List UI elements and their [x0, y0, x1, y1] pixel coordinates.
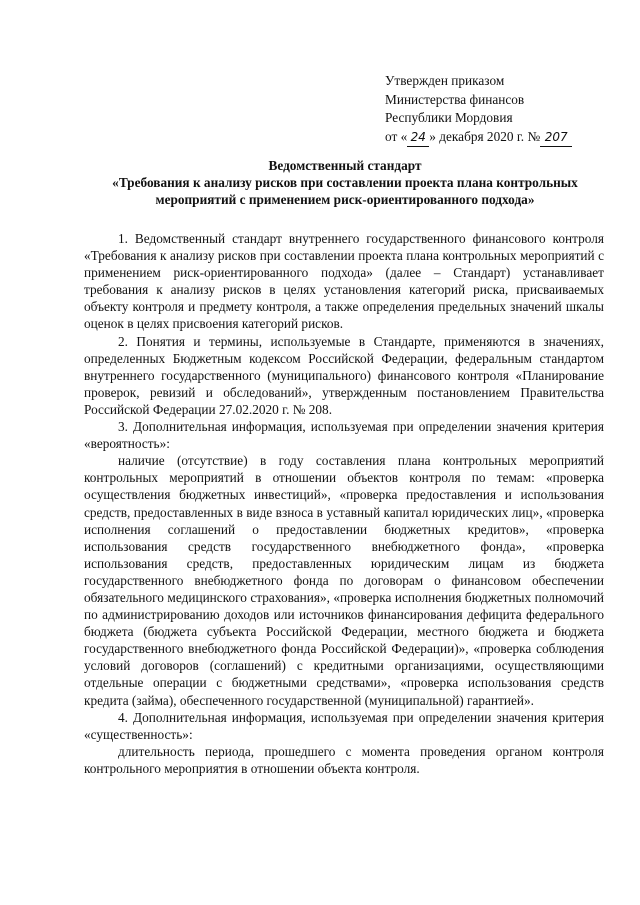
paragraph-4: 4. Дополнительная информация, используемая при определении значения критерия «существенность»: — [84, 709, 604, 742]
approval-line-2: Министерства финансов — [385, 91, 525, 107]
paragraph-2: 2. Понятия и термины, используемые в Стандарте, применяются в значениях, определенных Бюджетным кодексом Российской Федерации, федеральным стандартом внутреннего государственного (муниципального) финансового контроля «Планирование проверок, ревизий и обследований», утвержденным постановлением Правительства Российской Федерации 27.02.2020 г. № 208. — [84, 333, 604, 417]
approval-date-middle: » декабря 2020 г. № — [429, 128, 541, 144]
document-body — [84, 230, 604, 777]
title-line-2: «Требования к анализу рисков при составлении проекта плана контрольных мероприятий с применением риск-ориентированного подхода» — [112, 175, 578, 207]
paragraph-4-detail: длительность периода, прошедшего с момента проведения органом контроля контрольного мероприятия в отношении объекта контроля. — [84, 743, 604, 776]
approval-date-prefix: от « — [385, 128, 408, 144]
approval-line-3: Республики Мордовия — [385, 110, 513, 125]
approval-date-line — [385, 128, 572, 148]
title-line-1: Ведомственный стандарт — [268, 158, 422, 173]
approval-number: 207 — [540, 128, 572, 148]
approval-line-1: Утвержден приказом — [385, 73, 505, 88]
approval-stamp — [385, 72, 572, 147]
approval-day: 24 — [407, 128, 429, 148]
document-title — [110, 157, 580, 208]
paragraph-1: 1. Ведомственный стандарт внутреннего государственного финансового контроля «Требования к анализу рисков при составлении проекта плана контрольных мероприятий с применением риск-ориентированного подхода» (далее – Стандарт) устанавливает требования к анализу рисков в целях установления категорий риска, присваиваемых объекту контроля и предмету контроля, а также определения предельных значений шкалы оценок в целях присвоения категорий рисков. — [84, 231, 604, 332]
paragraph-3: 3. Дополнительная информация, используемая при определении значения критерия «вероятность»: — [84, 419, 604, 452]
paragraph-3-detail: наличие (отсутствие) в году составления плана контрольных мероприятий контрольных мероприятий в отношении объектов контроля по темам: «проверка осуществления бюджетных инвестиций», «проверка предоставления и использования средств, предоставленных в виде взноса в уставный капитал юридических лиц», «проверка исполнения соглашений о предоставлении бюджетных кредитов», «проверка использования средств государственного внебюджетного фонда», «проверка использования средств, предоставленных юридическим лицам из бюджета государственного внебюджетного фонда по договорам о финансовом обеспечении обязательного медицинского страхования», «проверка исполнения бюджетных полномочий по администрированию доходов или источников финансирования дефицита федерального бюджета (бюджета субъекта Российской Федерации, местного бюджета и бюджета государственного внебюджетного фонда Российской Федерации)», «проверка соблюдения условий договоров (соглашений) с кредитными организациями, осуществляющими отдельные операции с бюджетными средствами», «проверка использования средств кредита (займа), обеспеченного государственной (муниципальной) гарантией». — [84, 453, 604, 708]
